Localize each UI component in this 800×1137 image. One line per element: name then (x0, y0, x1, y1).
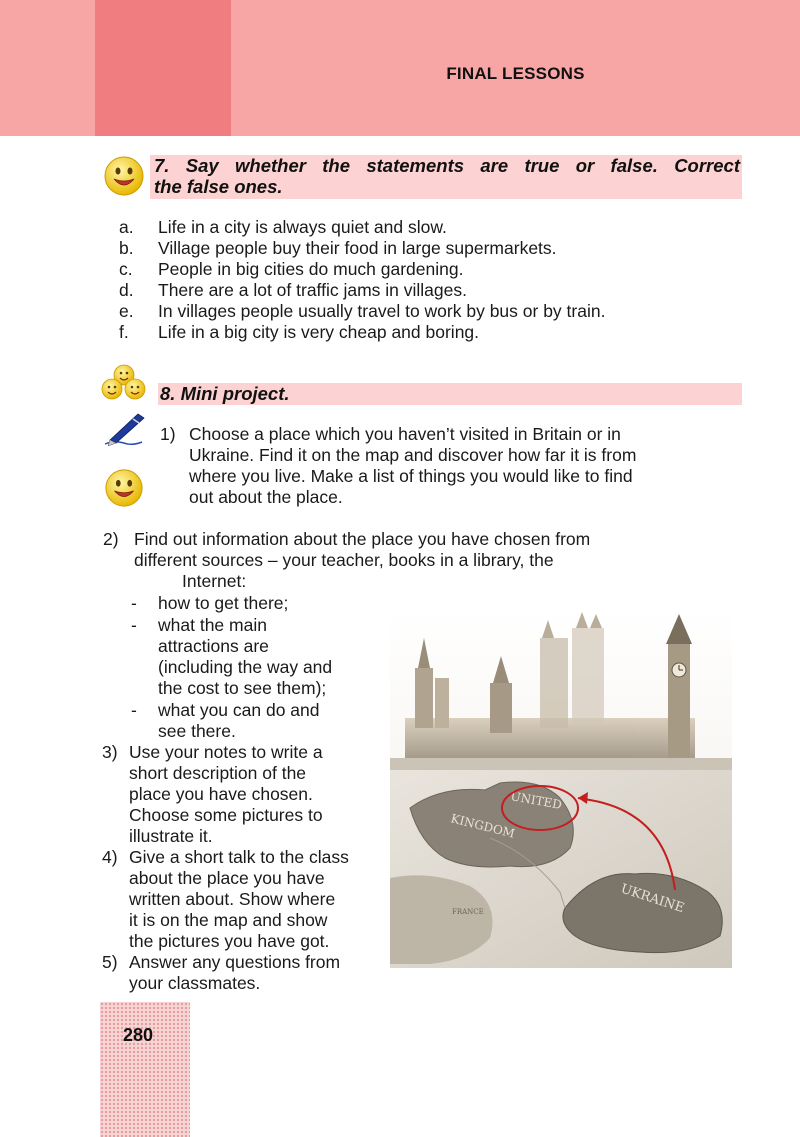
step-5-line: your classmates. (129, 973, 261, 993)
statement-item (119, 238, 134, 259)
step-3-line: Choose some pictures to (129, 805, 323, 825)
bullet-dash: - (131, 615, 137, 635)
step-5-number: 5) (102, 952, 118, 972)
statement-letter: d. (119, 280, 134, 300)
header-accent-block (95, 0, 231, 136)
step-1-number: 1) (160, 424, 176, 444)
statement-letter: b. (119, 238, 134, 258)
step-2-line: Find out information about the place you have chosen from (134, 529, 591, 549)
step-4-line: it is on the map and show (129, 910, 328, 930)
bullet-line: attractions are (158, 636, 269, 656)
bullet-dash: - (131, 700, 137, 720)
step-1-line: out about the place. (189, 487, 343, 507)
group-smileys-icon (100, 363, 148, 403)
smiley-icon (104, 468, 144, 508)
bullet-line: see there. (158, 721, 236, 741)
bullet-dash: - (131, 593, 137, 613)
statement-item (119, 301, 134, 322)
task-7-heading-line-2: the false ones. (154, 176, 283, 197)
page-number: 280 (123, 1025, 154, 1045)
statement-item (119, 217, 134, 238)
step-1-line: where you live. Make a list of things you would like to find (189, 466, 633, 486)
step-3-line: illustrate it. (129, 826, 213, 846)
statement-text: In villages people usually travel to work by bus or by train. (158, 301, 606, 321)
statement-text: Village people buy their food in large supermarkets. (158, 238, 557, 258)
statement-letter: e. (119, 301, 134, 321)
statement-item (119, 322, 129, 343)
statement-text: Life in a city is always quiet and slow. (158, 217, 447, 237)
task-7-heading (150, 155, 742, 199)
step-3-number: 3) (102, 742, 118, 762)
page-title: FINAL LESSONS (446, 64, 585, 83)
bullet-line: what you can do and (158, 700, 320, 720)
smiley-icon (103, 155, 145, 197)
step-2-line: Internet: (182, 571, 247, 591)
statement-text: People in big cities do much gardening. (158, 259, 464, 279)
statement-item (119, 280, 134, 301)
step-4-number: 4) (102, 847, 118, 867)
step-2-number: 2) (103, 529, 119, 549)
step-5-line: Answer any questions from (129, 952, 341, 972)
statement-letter: a. (119, 217, 134, 237)
step-2-line: different sources – your teacher, books in a library, the (134, 550, 554, 570)
bullet-line: the cost to see them); (158, 678, 327, 698)
step-3-line: place you have chosen. (129, 784, 313, 804)
statement-item (119, 259, 133, 280)
step-3-line: short description of the (129, 763, 307, 783)
map-label-france: FRANCE (452, 908, 484, 916)
task-7-heading-line-1: 7. Say whether the statements are true or false. Correct (154, 155, 740, 176)
step-1-line: Ukraine. Find it on the map and discover how far it is from (189, 445, 637, 465)
big-ben-tower (666, 614, 692, 769)
page-number-box (100, 1002, 190, 1137)
statement-text: Life in a big city is very cheap and boring. (158, 322, 480, 342)
map-label-kingdom: KINGDOM (449, 811, 517, 841)
task-8-heading: 8. Mini project. (158, 383, 742, 405)
step-4-line: Give a short talk to the class (129, 847, 349, 867)
step-4-line: the pictures you have got. (129, 931, 330, 951)
pen-icon (102, 410, 148, 448)
statement-letter: f. (119, 322, 129, 342)
map-label-united: UNITED (509, 789, 563, 812)
statement-text: There are a lot of traffic jams in villages. (158, 280, 467, 300)
river-bridge (390, 758, 732, 770)
statement-letter: c. (119, 259, 133, 279)
step-4-line: about the place you have (129, 868, 325, 888)
bullet-line: how to get there; (158, 593, 289, 613)
step-4-line: written about. Show where (129, 889, 336, 909)
bullet-line: (including the way and (158, 657, 333, 677)
bullet-line: what the main (158, 615, 267, 635)
step-3-line: Use your notes to write a (129, 742, 323, 762)
step-1-line: Choose a place which you haven’t visited in Britain or in (189, 424, 621, 444)
westminster-map-illustration (390, 608, 732, 968)
map-label-ukraine: UKRAINE (618, 881, 687, 917)
